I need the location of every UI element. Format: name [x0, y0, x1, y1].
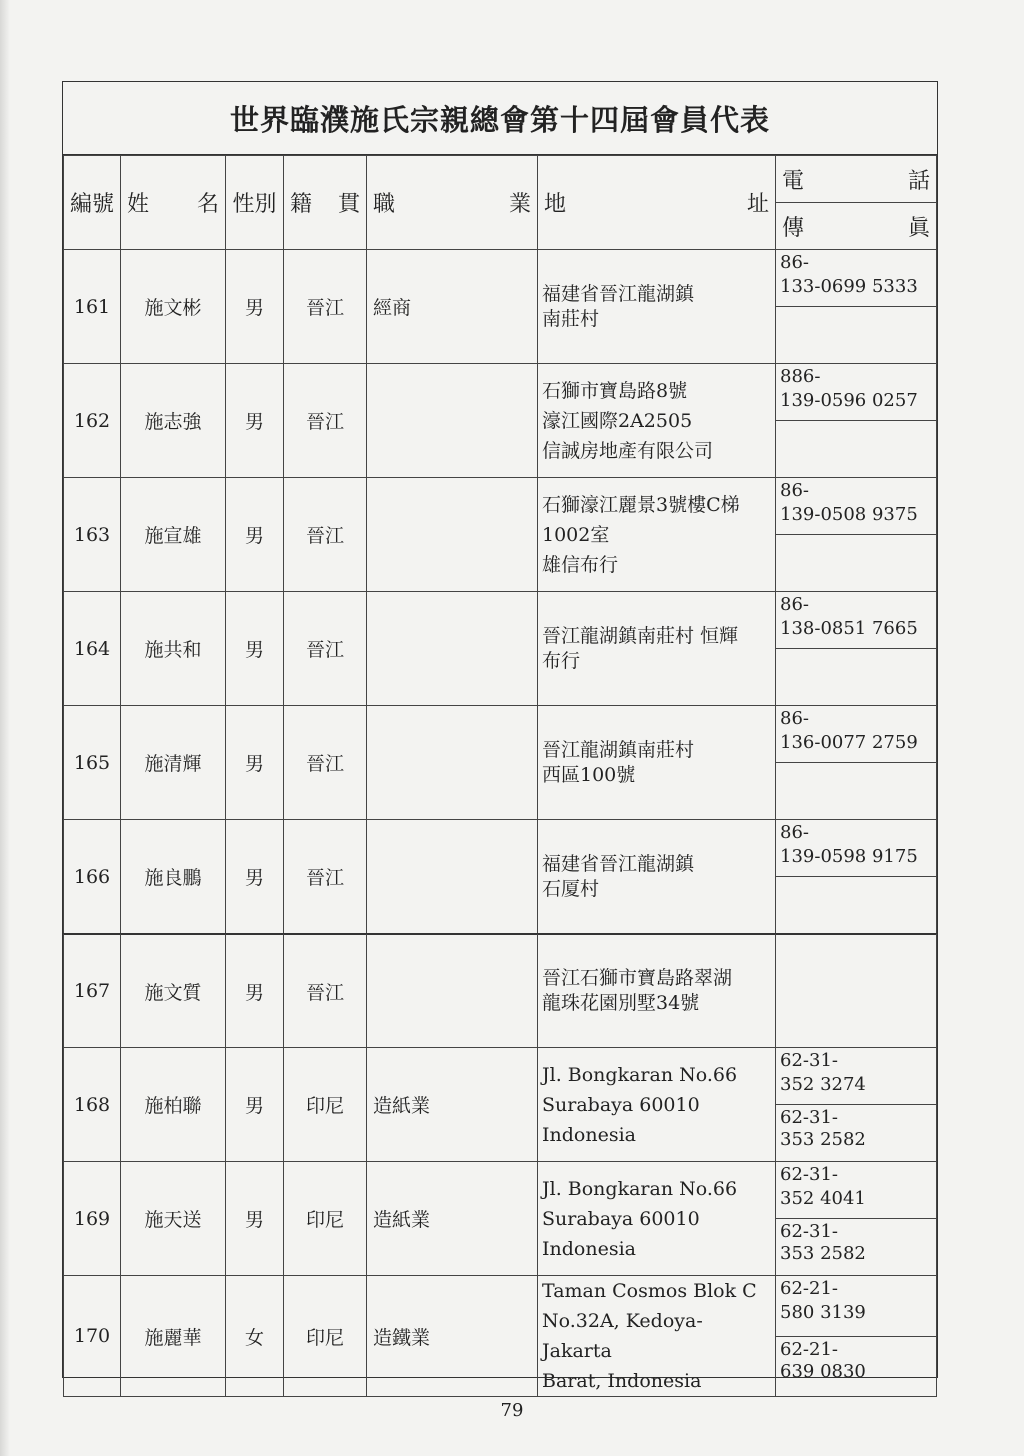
- phone-line: 139-0598 9175: [780, 846, 918, 867]
- address-line: 晉江石獅市寶島路翠湖: [542, 967, 733, 989]
- member-origin: 印尼: [284, 1048, 367, 1162]
- address-line: 石獅市寶島路8號: [542, 379, 688, 402]
- member-address: [538, 934, 776, 1048]
- member-sex: 女: [226, 1276, 284, 1397]
- member-phone: [776, 706, 937, 763]
- member-phone: [776, 250, 937, 307]
- table-row: [64, 592, 937, 649]
- member-name: 施宣雄: [121, 478, 226, 592]
- member-phone: [776, 934, 937, 1048]
- member-number: 169: [64, 1162, 121, 1276]
- address-line: 福建省晉江龍湖鎮: [542, 282, 695, 305]
- member-origin: 印尼: [284, 1162, 367, 1276]
- member-occupation: [367, 478, 538, 592]
- member-phone: [776, 1048, 937, 1105]
- member-phone: [776, 592, 937, 649]
- member-number: 164: [64, 592, 121, 706]
- member-fax: [776, 1105, 937, 1162]
- member-table: [63, 155, 937, 1397]
- phone-line: 62-31-: [780, 1050, 838, 1071]
- address-line: Jl. Bongkaran No.66: [542, 1177, 738, 1200]
- table-row: [64, 478, 937, 535]
- member-fax: [776, 877, 937, 935]
- member-name: 施良鵬: [121, 820, 226, 935]
- member-occupation: 造紙業: [367, 1048, 538, 1162]
- fax-line: 353 2582: [780, 1243, 866, 1264]
- member-occupation: 造鐵業: [367, 1276, 538, 1397]
- member-address: [538, 706, 776, 820]
- member-origin: 晉江: [284, 592, 367, 706]
- member-occupation: [367, 706, 538, 820]
- member-sex: 男: [226, 1162, 284, 1276]
- address-line: Surabaya 60010: [542, 1207, 700, 1230]
- member-fax: [776, 1336, 937, 1397]
- header-sex: 性別: [226, 156, 284, 250]
- page-title: 世界臨濮施氏宗親總會第十四屆會員代表: [63, 82, 937, 155]
- address-line: Indonesia: [542, 1237, 636, 1260]
- member-phone: [776, 364, 937, 421]
- member-fax: [776, 307, 937, 364]
- member-number: 170: [64, 1276, 121, 1397]
- phone-line: 138-0851 7665: [780, 618, 918, 639]
- phone-line: 62-21-: [780, 1278, 838, 1299]
- table-row: [64, 1276, 937, 1337]
- member-address: [538, 478, 776, 592]
- member-phone: [776, 478, 937, 535]
- member-name: 施文質: [121, 934, 226, 1048]
- member-fax: [776, 421, 937, 478]
- member-fax: [776, 763, 937, 820]
- header-number: 編號: [64, 156, 121, 250]
- member-address: [538, 820, 776, 935]
- member-sex: 男: [226, 478, 284, 592]
- member-origin: 晉江: [284, 820, 367, 935]
- address-line: 龍珠花園別墅34號: [542, 992, 700, 1014]
- member-number: 167: [64, 934, 121, 1048]
- phone-line: 136-0077 2759: [780, 732, 918, 753]
- phone-line: 133-0699 5333: [780, 276, 918, 297]
- table-row: [64, 706, 937, 763]
- address-line: Taman Cosmos Blok C: [542, 1280, 757, 1302]
- fax-line: 62-31-: [780, 1221, 838, 1242]
- member-origin: 晉江: [284, 706, 367, 820]
- fax-line: 639 0830: [780, 1360, 866, 1382]
- table-row: [64, 364, 937, 421]
- address-line: 1002室: [542, 523, 610, 546]
- member-number: 162: [64, 364, 121, 478]
- address-line: No.32A, Kedoya- Jakarta: [542, 1310, 703, 1362]
- header-phone: 電 話: [776, 156, 937, 203]
- member-name: 施麗華: [121, 1276, 226, 1397]
- member-address: [538, 592, 776, 706]
- member-number: 165: [64, 706, 121, 820]
- phone-line: 352 4041: [780, 1188, 866, 1209]
- table-row: [64, 1162, 937, 1219]
- address-line: 濠江國際2A2505: [542, 409, 693, 432]
- address-line: Surabaya 60010: [542, 1093, 700, 1116]
- member-fax: [776, 649, 937, 706]
- member-roster-sheet: [62, 81, 938, 1392]
- member-name: 施柏聯: [121, 1048, 226, 1162]
- member-phone: [776, 1162, 937, 1219]
- address-line: 布行: [542, 649, 581, 672]
- member-origin: 晉江: [284, 250, 367, 364]
- phone-line: 139-0596 0257: [780, 390, 918, 411]
- member-occupation: 經商: [367, 250, 538, 364]
- member-occupation: [367, 592, 538, 706]
- page-edge-shadow: [0, 0, 10, 1456]
- member-address: [538, 364, 776, 478]
- address-line: 石厦村: [542, 877, 600, 900]
- member-origin: 晉江: [284, 478, 367, 592]
- member-name: 施天送: [121, 1162, 226, 1276]
- table-row: [64, 1048, 937, 1105]
- member-occupation: 造紙業: [367, 1162, 538, 1276]
- phone-line: 86-: [780, 822, 809, 843]
- member-occupation: [367, 934, 538, 1048]
- page-number: 79: [500, 1400, 524, 1421]
- member-address: [538, 1276, 776, 1397]
- address-line: Indonesia: [542, 1123, 636, 1146]
- member-origin: 晉江: [284, 364, 367, 478]
- address-line: 信誠房地產有限公司: [542, 439, 714, 462]
- fax-line: 62-21-: [780, 1338, 838, 1360]
- phone-line: 139-0508 9375: [780, 504, 918, 525]
- member-fax: [776, 1219, 937, 1276]
- member-number: 163: [64, 478, 121, 592]
- member-phone: [776, 820, 937, 877]
- member-sex: 男: [226, 706, 284, 820]
- phone-line: 86-: [780, 594, 809, 615]
- member-occupation: [367, 364, 538, 478]
- member-sex: 男: [226, 934, 284, 1048]
- member-name: 施共和: [121, 592, 226, 706]
- header-fax: 傳 眞: [776, 203, 937, 250]
- member-name: 施清輝: [121, 706, 226, 820]
- header-origin: 籍 貫: [284, 156, 367, 250]
- member-origin: 印尼: [284, 1276, 367, 1397]
- member-number: 166: [64, 820, 121, 935]
- address-line: 晉江龍湖鎮南莊村: [542, 738, 695, 761]
- member-sex: 男: [226, 364, 284, 478]
- member-name: 施文彬: [121, 250, 226, 364]
- address-line: 西區100號: [542, 763, 636, 786]
- phone-line: 86-: [780, 708, 809, 729]
- member-origin: 晉江: [284, 934, 367, 1048]
- member-sex: 男: [226, 250, 284, 364]
- header-address: 地 址: [538, 156, 776, 250]
- member-fax: [776, 535, 937, 592]
- address-line: 南莊村: [542, 307, 600, 330]
- address-line: 晉江龍湖鎮南莊村 恒輝: [542, 624, 739, 647]
- table-row: [64, 250, 937, 307]
- member-sex: 男: [226, 820, 284, 935]
- address-line: Barat, Indonesia: [542, 1370, 702, 1392]
- member-sex: 男: [226, 1048, 284, 1162]
- member-number: 168: [64, 1048, 121, 1162]
- phone-line: 62-31-: [780, 1164, 838, 1185]
- phone-line: 580 3139: [780, 1302, 866, 1323]
- phone-line: 886-: [780, 366, 821, 387]
- address-line: 福建省晉江龍湖鎮: [542, 852, 695, 875]
- member-rows: [64, 250, 937, 1397]
- member-phone: [776, 1276, 937, 1337]
- phone-line: 86-: [780, 252, 809, 273]
- member-address: [538, 1162, 776, 1276]
- member-address: [538, 250, 776, 364]
- address-line: 雄信布行: [542, 553, 619, 576]
- fax-line: 353 2582: [780, 1129, 866, 1150]
- phone-line: 352 3274: [780, 1074, 866, 1095]
- header-name: 姓 名: [121, 156, 226, 250]
- header-occupation: 職 業: [367, 156, 538, 250]
- member-number: 161: [64, 250, 121, 364]
- member-name: 施志強: [121, 364, 226, 478]
- address-line: Jl. Bongkaran No.66: [542, 1063, 738, 1086]
- fax-line: 62-31-: [780, 1107, 838, 1128]
- member-address: [538, 1048, 776, 1162]
- member-occupation: [367, 820, 538, 935]
- address-line: 石獅濠江麗景3號樓C梯: [542, 493, 740, 516]
- table-row: [64, 820, 937, 877]
- member-sex: 男: [226, 592, 284, 706]
- phone-line: 86-: [780, 480, 809, 501]
